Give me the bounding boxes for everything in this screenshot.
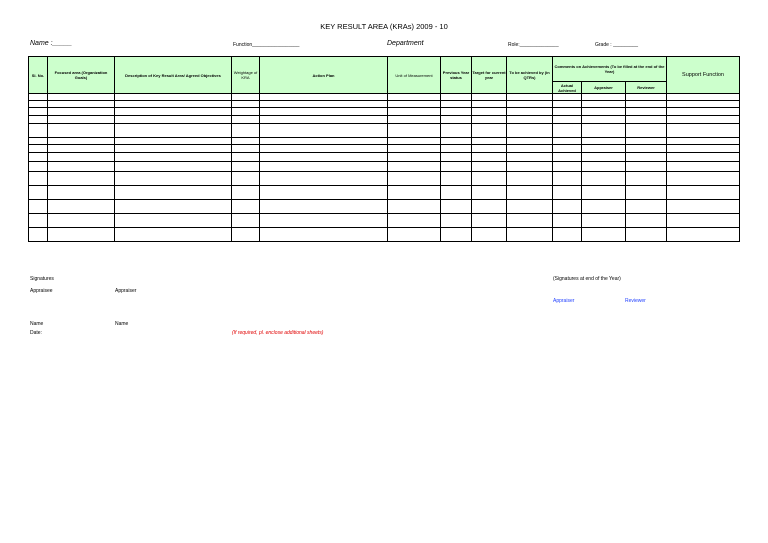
table-cell[interactable] bbox=[29, 94, 48, 101]
header-to-be-achieved: To be achieved by (in QTRs) bbox=[507, 57, 553, 94]
table-cell[interactable] bbox=[507, 228, 553, 242]
table-row bbox=[29, 94, 740, 101]
table-cell[interactable] bbox=[232, 214, 260, 228]
table-cell[interactable] bbox=[260, 116, 388, 124]
appraiser-left-label: Appraiser bbox=[115, 288, 137, 294]
table-cell[interactable] bbox=[553, 138, 582, 145]
additional-sheets-note: (If required, pl. enclose additional sheets) bbox=[232, 330, 324, 336]
table-cell[interactable] bbox=[507, 124, 553, 138]
table-cell[interactable] bbox=[553, 145, 582, 153]
table-cell[interactable] bbox=[29, 108, 48, 116]
table-cell[interactable] bbox=[48, 153, 115, 162]
table-cell[interactable] bbox=[582, 153, 626, 162]
table-cell[interactable] bbox=[260, 138, 388, 145]
table-row bbox=[29, 145, 740, 153]
table-cell[interactable] bbox=[441, 186, 472, 200]
table-cell[interactable] bbox=[626, 214, 667, 228]
table-cell[interactable] bbox=[260, 108, 388, 116]
table-cell[interactable] bbox=[115, 214, 232, 228]
table-cell[interactable] bbox=[626, 228, 667, 242]
table-cell[interactable] bbox=[441, 101, 472, 108]
table-cell[interactable] bbox=[29, 200, 48, 214]
table-cell[interactable] bbox=[115, 108, 232, 116]
name-label-1: Name bbox=[30, 321, 44, 327]
table-cell[interactable] bbox=[48, 228, 115, 242]
table-cell[interactable] bbox=[388, 162, 441, 172]
table-cell[interactable] bbox=[115, 200, 232, 214]
table-row bbox=[29, 162, 740, 172]
table-row bbox=[29, 172, 740, 186]
table-cell[interactable] bbox=[507, 101, 553, 108]
table-cell[interactable] bbox=[667, 101, 740, 108]
table-cell[interactable] bbox=[232, 162, 260, 172]
header-focused-area: Focused area (Organization Goals) bbox=[48, 57, 115, 94]
table-cell[interactable] bbox=[388, 186, 441, 200]
table-cell[interactable] bbox=[115, 138, 232, 145]
table-row bbox=[29, 214, 740, 228]
table-cell[interactable] bbox=[667, 138, 740, 145]
table-cell[interactable] bbox=[472, 186, 507, 200]
table-cell[interactable] bbox=[48, 138, 115, 145]
table-cell[interactable] bbox=[472, 214, 507, 228]
table-cell[interactable] bbox=[232, 228, 260, 242]
table-cell[interactable] bbox=[388, 145, 441, 153]
table-cell[interactable] bbox=[115, 162, 232, 172]
table-cell[interactable] bbox=[232, 108, 260, 116]
kra-table bbox=[28, 56, 740, 242]
table-cell[interactable] bbox=[472, 153, 507, 162]
table-cell[interactable] bbox=[582, 186, 626, 200]
table-cell[interactable] bbox=[667, 145, 740, 153]
table-cell[interactable] bbox=[48, 94, 115, 101]
table-cell[interactable] bbox=[115, 153, 232, 162]
table-cell[interactable] bbox=[441, 94, 472, 101]
table-cell[interactable] bbox=[115, 228, 232, 242]
table-cell[interactable] bbox=[260, 153, 388, 162]
header-reviewer: Reviewer bbox=[626, 82, 667, 94]
table-cell[interactable] bbox=[582, 116, 626, 124]
table-cell[interactable] bbox=[115, 101, 232, 108]
table-cell[interactable] bbox=[441, 162, 472, 172]
table-cell[interactable] bbox=[472, 101, 507, 108]
table-cell[interactable] bbox=[388, 124, 441, 138]
table-cell[interactable] bbox=[48, 108, 115, 116]
table-cell[interactable] bbox=[388, 116, 441, 124]
table-cell[interactable] bbox=[388, 108, 441, 116]
table-cell[interactable] bbox=[553, 172, 582, 186]
table-cell[interactable] bbox=[507, 138, 553, 145]
table-cell[interactable] bbox=[29, 172, 48, 186]
table-cell[interactable] bbox=[667, 94, 740, 101]
table-cell[interactable] bbox=[260, 228, 388, 242]
table-cell[interactable] bbox=[29, 124, 48, 138]
function-field: Function_________________ bbox=[233, 42, 300, 48]
table-cell[interactable] bbox=[388, 101, 441, 108]
table-cell[interactable] bbox=[441, 116, 472, 124]
table-cell[interactable] bbox=[388, 138, 441, 145]
table-cell[interactable] bbox=[507, 145, 553, 153]
table-cell[interactable] bbox=[626, 94, 667, 101]
header-description: Description of Key Result Area/ Agreed Objectives bbox=[115, 57, 232, 94]
table-row bbox=[29, 108, 740, 116]
header-target: Target for current year bbox=[472, 57, 507, 94]
table-cell[interactable] bbox=[441, 124, 472, 138]
table-cell[interactable] bbox=[232, 172, 260, 186]
table-cell[interactable] bbox=[553, 108, 582, 116]
header-appraiser: Appraiser bbox=[582, 82, 626, 94]
table-cell[interactable] bbox=[626, 162, 667, 172]
table-cell[interactable] bbox=[29, 228, 48, 242]
role-field: Role:______________ bbox=[508, 42, 559, 48]
table-cell[interactable] bbox=[260, 145, 388, 153]
table-cell[interactable] bbox=[441, 153, 472, 162]
table-row bbox=[29, 138, 740, 145]
department-field: Department bbox=[387, 40, 424, 47]
table-cell[interactable] bbox=[388, 214, 441, 228]
table-cell[interactable] bbox=[553, 94, 582, 101]
appraiser-right-label: Appraiser bbox=[553, 298, 575, 304]
name-field: Name :_____ bbox=[30, 40, 73, 47]
table-cell[interactable] bbox=[553, 101, 582, 108]
header-unit: Unit of Measurement bbox=[388, 57, 441, 94]
table-cell[interactable] bbox=[626, 200, 667, 214]
header-comments: Comments on Achievements (To be filled at the end of the Year) bbox=[553, 57, 667, 82]
table-cell[interactable] bbox=[667, 214, 740, 228]
table-cell[interactable] bbox=[260, 186, 388, 200]
table-cell[interactable] bbox=[115, 116, 232, 124]
table-cell[interactable] bbox=[260, 94, 388, 101]
table-cell[interactable] bbox=[472, 200, 507, 214]
table-cell[interactable] bbox=[626, 124, 667, 138]
table-cell[interactable] bbox=[232, 116, 260, 124]
table-cell[interactable] bbox=[441, 200, 472, 214]
table-cell[interactable] bbox=[553, 124, 582, 138]
table-cell[interactable] bbox=[441, 172, 472, 186]
table-cell[interactable] bbox=[29, 153, 48, 162]
table-cell[interactable] bbox=[48, 162, 115, 172]
table-cell[interactable] bbox=[388, 153, 441, 162]
table-cell[interactable] bbox=[582, 94, 626, 101]
table-cell[interactable] bbox=[29, 214, 48, 228]
table-cell[interactable] bbox=[667, 162, 740, 172]
table-row bbox=[29, 200, 740, 214]
table-row bbox=[29, 124, 740, 138]
table-cell[interactable] bbox=[115, 172, 232, 186]
table-row bbox=[29, 228, 740, 242]
table-cell[interactable] bbox=[441, 228, 472, 242]
table-cell[interactable] bbox=[582, 124, 626, 138]
table-cell[interactable] bbox=[29, 186, 48, 200]
table-cell[interactable] bbox=[667, 172, 740, 186]
table-cell[interactable] bbox=[626, 153, 667, 162]
table-cell[interactable] bbox=[582, 228, 626, 242]
table-cell[interactable] bbox=[507, 214, 553, 228]
table-cell[interactable] bbox=[507, 186, 553, 200]
table-cell[interactable] bbox=[667, 116, 740, 124]
table-row bbox=[29, 153, 740, 162]
table-cell[interactable] bbox=[115, 186, 232, 200]
table-cell[interactable] bbox=[626, 108, 667, 116]
table-cell[interactable] bbox=[441, 145, 472, 153]
table-cell[interactable] bbox=[553, 116, 582, 124]
table-cell[interactable] bbox=[472, 172, 507, 186]
table-cell[interactable] bbox=[553, 186, 582, 200]
table-cell[interactable] bbox=[667, 200, 740, 214]
header-weightage: Weightage of KRA bbox=[232, 57, 260, 94]
table-cell[interactable] bbox=[507, 116, 553, 124]
table-cell[interactable] bbox=[232, 186, 260, 200]
table-cell[interactable] bbox=[29, 116, 48, 124]
table-cell[interactable] bbox=[667, 186, 740, 200]
table-cell[interactable] bbox=[553, 228, 582, 242]
table-cell[interactable] bbox=[260, 214, 388, 228]
date-label: Date: bbox=[30, 330, 42, 336]
table-cell[interactable] bbox=[48, 214, 115, 228]
table-cell[interactable] bbox=[553, 200, 582, 214]
table-cell[interactable] bbox=[260, 124, 388, 138]
table-cell[interactable] bbox=[260, 172, 388, 186]
table-cell[interactable] bbox=[48, 116, 115, 124]
table-cell[interactable] bbox=[48, 172, 115, 186]
table-cell[interactable] bbox=[472, 94, 507, 101]
table-cell[interactable] bbox=[441, 138, 472, 145]
table-cell[interactable] bbox=[507, 94, 553, 101]
table-cell[interactable] bbox=[388, 228, 441, 242]
table-cell[interactable] bbox=[260, 200, 388, 214]
document-title: KEY RESULT AREA (KRAs) 2009 - 10 bbox=[320, 22, 448, 31]
table-cell[interactable] bbox=[626, 145, 667, 153]
table-cell[interactable] bbox=[667, 153, 740, 162]
table-cell[interactable] bbox=[626, 116, 667, 124]
table-row bbox=[29, 101, 740, 108]
table-cell[interactable] bbox=[232, 153, 260, 162]
table-cell[interactable] bbox=[507, 162, 553, 172]
signatures-label: Signatures bbox=[30, 276, 54, 282]
table-cell[interactable] bbox=[388, 172, 441, 186]
kra-table-body bbox=[29, 94, 740, 242]
table-cell[interactable] bbox=[667, 124, 740, 138]
appraisee-label: Appraisee bbox=[30, 288, 53, 294]
table-cell[interactable] bbox=[626, 138, 667, 145]
table-cell[interactable] bbox=[667, 108, 740, 116]
table-cell[interactable] bbox=[582, 172, 626, 186]
table-cell[interactable] bbox=[626, 101, 667, 108]
table-cell[interactable] bbox=[232, 200, 260, 214]
table-cell[interactable] bbox=[260, 101, 388, 108]
table-cell[interactable] bbox=[507, 153, 553, 162]
table-cell[interactable] bbox=[553, 153, 582, 162]
name-label-2: Name bbox=[115, 321, 129, 327]
table-cell[interactable] bbox=[472, 145, 507, 153]
table-cell[interactable] bbox=[582, 101, 626, 108]
table-cell[interactable] bbox=[582, 200, 626, 214]
header-actual: Actual Achieved bbox=[553, 82, 582, 94]
table-cell[interactable] bbox=[232, 138, 260, 145]
table-cell[interactable] bbox=[472, 108, 507, 116]
table-row bbox=[29, 186, 740, 200]
table-cell[interactable] bbox=[48, 145, 115, 153]
table-cell[interactable] bbox=[441, 214, 472, 228]
table-cell[interactable] bbox=[582, 214, 626, 228]
table-cell[interactable] bbox=[472, 116, 507, 124]
table-cell[interactable] bbox=[232, 124, 260, 138]
table-cell[interactable] bbox=[232, 101, 260, 108]
table-cell[interactable] bbox=[388, 200, 441, 214]
table-cell[interactable] bbox=[582, 162, 626, 172]
table-cell[interactable] bbox=[441, 108, 472, 116]
table-cell[interactable] bbox=[29, 162, 48, 172]
table-cell[interactable] bbox=[115, 124, 232, 138]
signatures-end-label: (Signatures at end of the Year) bbox=[553, 276, 621, 282]
table-cell[interactable] bbox=[388, 94, 441, 101]
header-support: Support Function bbox=[667, 57, 740, 94]
table-cell[interactable] bbox=[260, 162, 388, 172]
table-cell[interactable] bbox=[232, 94, 260, 101]
table-cell[interactable] bbox=[507, 200, 553, 214]
table-cell[interactable] bbox=[507, 108, 553, 116]
table-cell[interactable] bbox=[29, 101, 48, 108]
table-cell[interactable] bbox=[472, 138, 507, 145]
table-cell[interactable] bbox=[232, 145, 260, 153]
header-sl-no: Sl. No. bbox=[29, 57, 48, 94]
header-action-plan: Action Plan bbox=[260, 57, 388, 94]
table-cell[interactable] bbox=[582, 138, 626, 145]
table-cell[interactable] bbox=[115, 145, 232, 153]
table-cell[interactable] bbox=[582, 145, 626, 153]
table-cell[interactable] bbox=[48, 200, 115, 214]
table-cell[interactable] bbox=[472, 162, 507, 172]
table-cell[interactable] bbox=[472, 228, 507, 242]
table-cell[interactable] bbox=[472, 124, 507, 138]
table-cell[interactable] bbox=[626, 186, 667, 200]
table-cell[interactable] bbox=[48, 101, 115, 108]
header-previous: Previous Year status bbox=[441, 57, 472, 94]
table-cell[interactable] bbox=[507, 172, 553, 186]
table-cell[interactable] bbox=[626, 172, 667, 186]
table-cell[interactable] bbox=[48, 124, 115, 138]
table-cell[interactable] bbox=[48, 186, 115, 200]
table-cell[interactable] bbox=[29, 138, 48, 145]
table-cell[interactable] bbox=[582, 108, 626, 116]
table-cell[interactable] bbox=[553, 162, 582, 172]
grade-field: Grade : _________ bbox=[595, 42, 639, 48]
table-cell[interactable] bbox=[29, 145, 48, 153]
reviewer-label: Reviewer bbox=[625, 298, 646, 304]
table-cell[interactable] bbox=[667, 228, 740, 242]
table-row bbox=[29, 116, 740, 124]
table-cell[interactable] bbox=[553, 214, 582, 228]
table-cell[interactable] bbox=[115, 94, 232, 101]
